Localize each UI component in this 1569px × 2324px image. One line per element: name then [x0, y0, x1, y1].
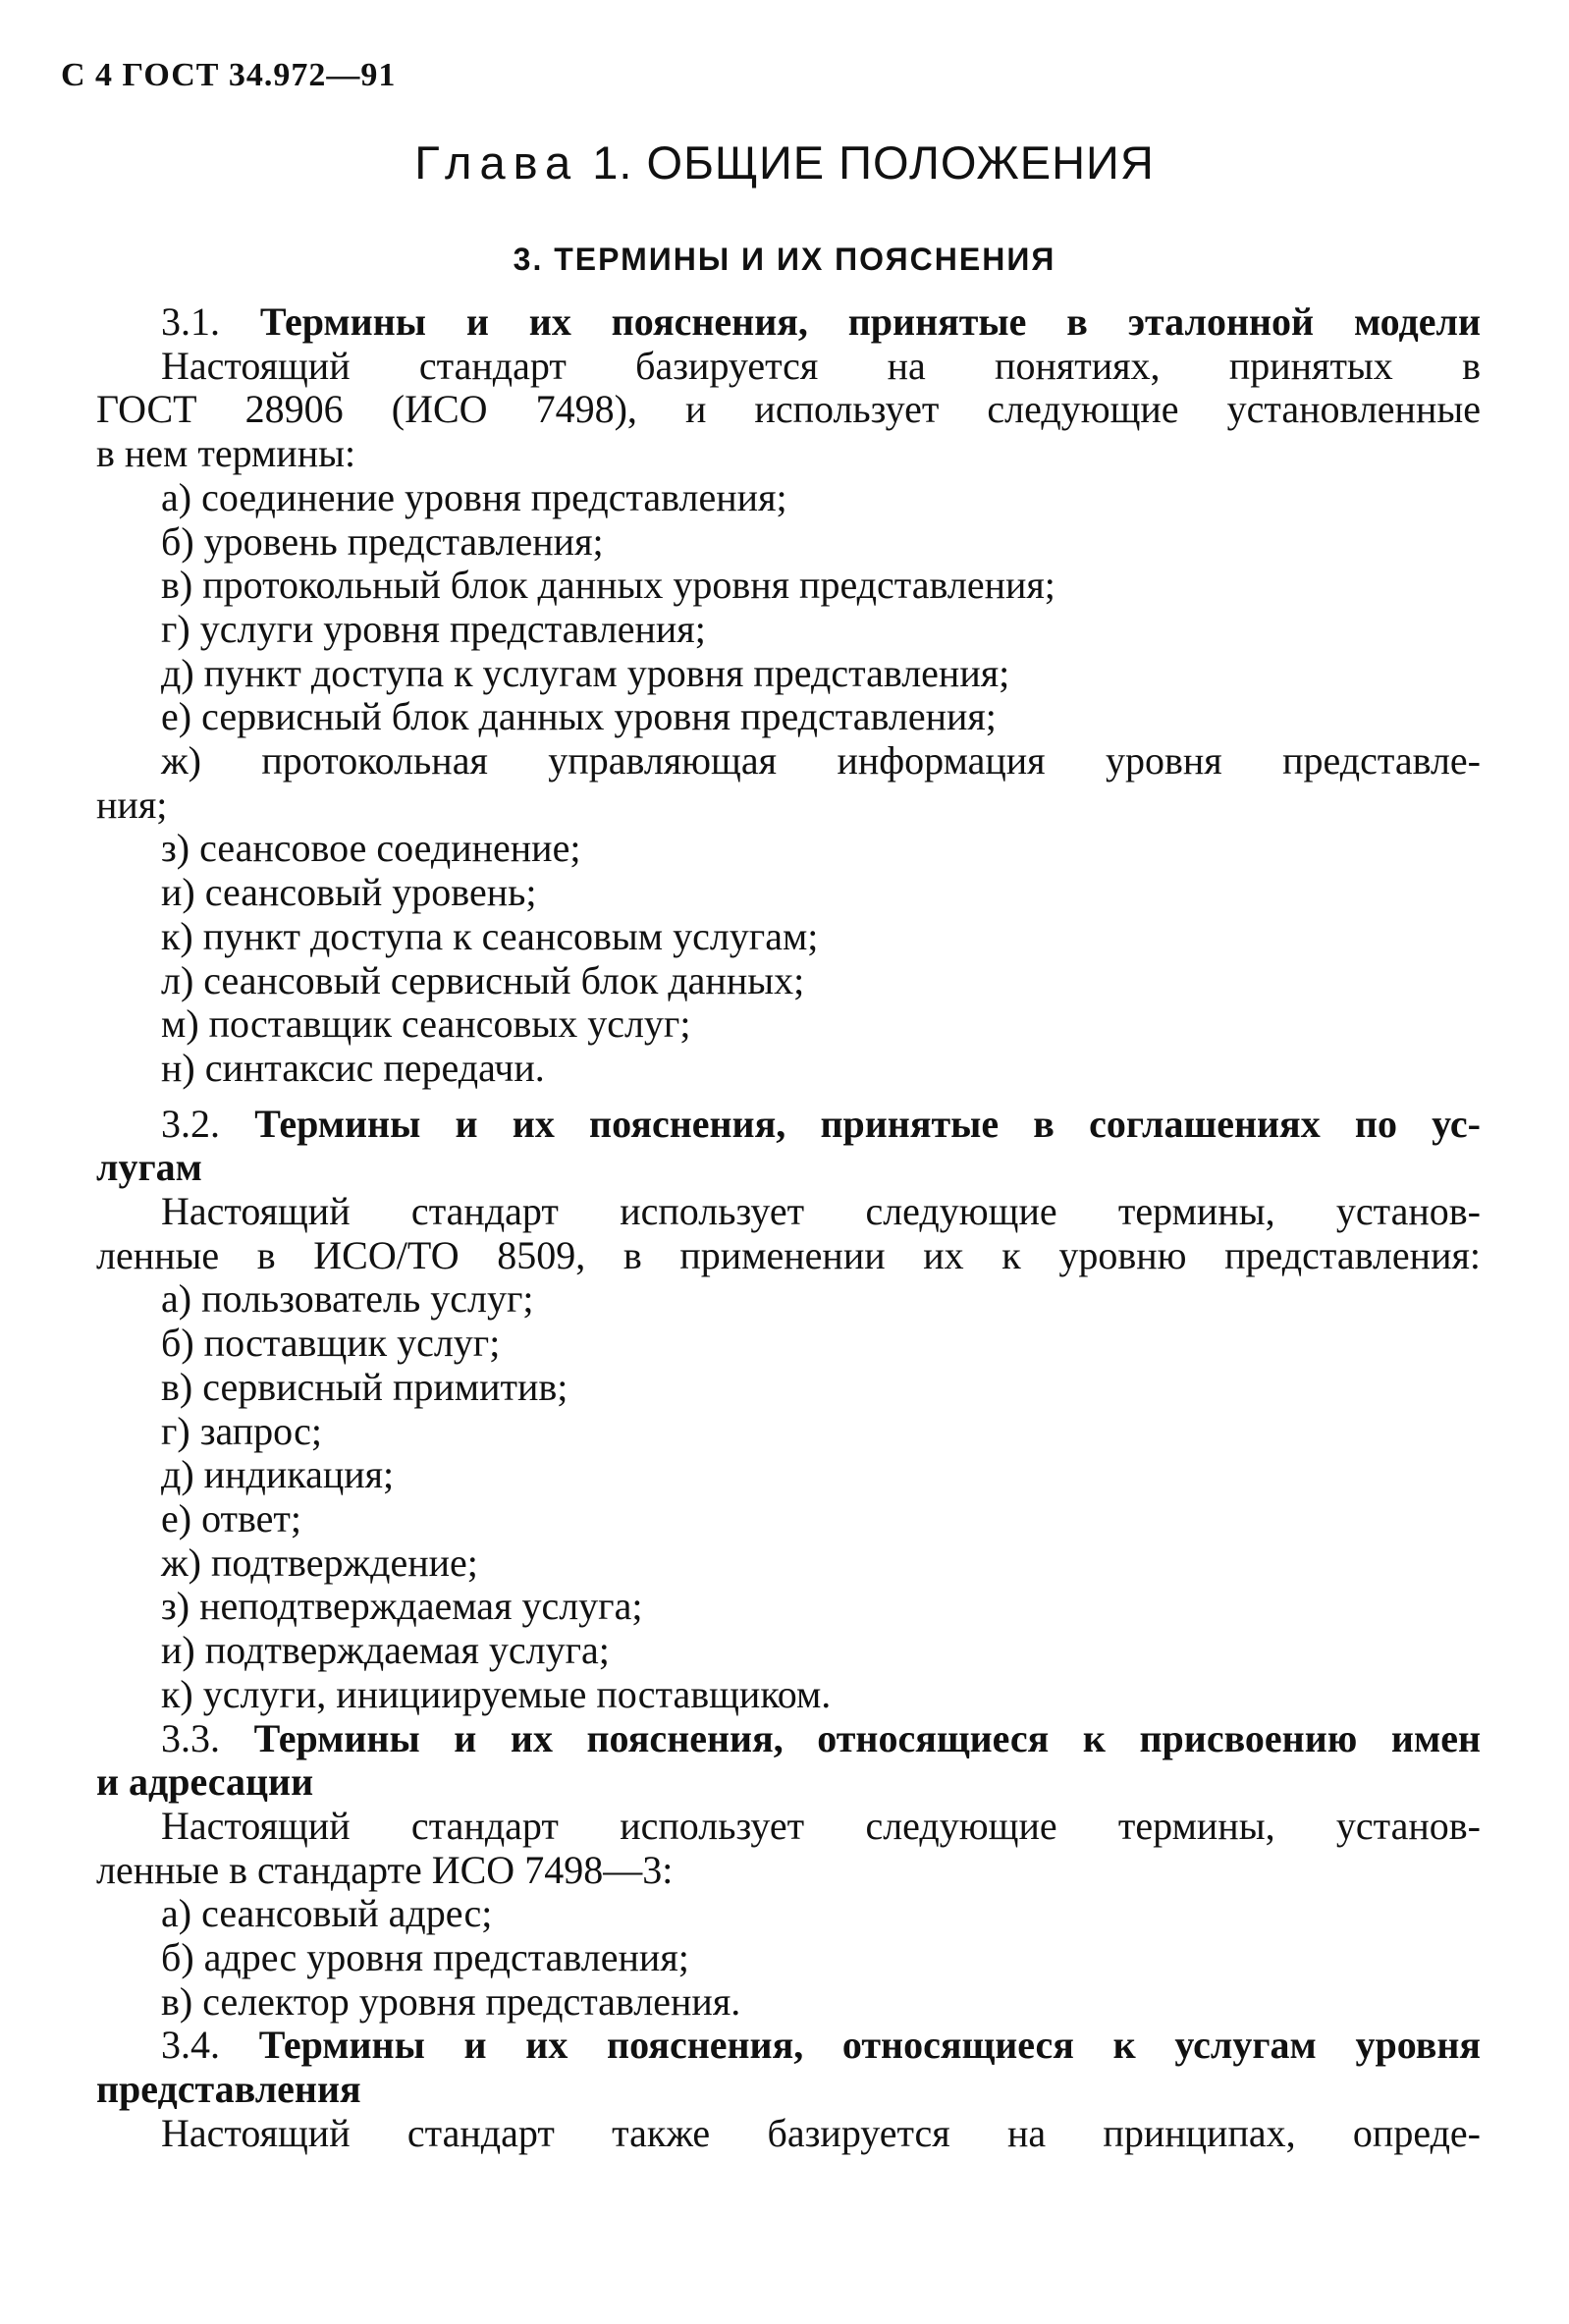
list-item: м) поставщик сеансовых услуг;: [161, 1001, 691, 1047]
list-item: в) сервисный примитив;: [161, 1364, 568, 1409]
section-title: 3. ТЕРМИНЫ И ИХ ПОЯСНЕНИЯ: [513, 242, 1056, 277]
document-body: [96, 300, 1481, 2156]
clause-heading-continuation: представления: [96, 2067, 361, 2112]
list-item: к) услуги, инициируемые поставщиком.: [161, 1671, 832, 1716]
list-item: з) неподтверждаемая услуга;: [161, 1584, 643, 1629]
clause-heading-text: Термины и их пояснения, относящиеся к услугам уровня: [258, 2023, 1482, 2068]
clause-heading-continuation: и адресации: [96, 1759, 314, 1805]
clause-3-3-heading: [96, 1717, 1481, 1761]
paragraph-line: Настоящий стандарт использует следующие термины, установ-: [161, 1189, 1481, 1234]
clause-3-1-heading: [96, 300, 1481, 345]
paragraph-line: ленные в стандарте ИСО 7498—3:: [96, 1847, 674, 1892]
list-item: л) сеансовый сервисный блок данных;: [161, 957, 805, 1002]
list-item: и) подтверждаемая услуга;: [161, 1628, 610, 1673]
chapter-name: 1. ОБЩИЕ ПОЛОЖЕНИЯ: [592, 136, 1155, 189]
clause-3-2-heading: [96, 1103, 1481, 1147]
list-item: а) соединение уровня представления;: [161, 474, 787, 519]
list-item: г) запрос;: [161, 1408, 323, 1453]
list-item: б) поставщик услуг;: [161, 1321, 501, 1366]
list-item: ж) подтверждение;: [161, 1540, 478, 1585]
clause-number: 3.3.: [161, 1715, 220, 1760]
clause-number: 3.1.: [161, 299, 220, 344]
paragraph-line: ленные в ИСО/ТО 8509, в применении их к уровню представления:: [96, 1232, 1481, 1277]
clause-heading-text: Термины и их пояснения, относящиеся к присвоению имен: [253, 1715, 1482, 1760]
clause-heading-text: Термины и их пояснения, принятые в соглашениях по ус-: [254, 1101, 1481, 1146]
list-item: д) индикация;: [161, 1452, 395, 1497]
paragraph-line: Настоящий стандарт также базируется на принципах, опреде-: [161, 2110, 1481, 2155]
clause-heading-text: Термины и их пояснения, принятые в эталонной модели: [259, 299, 1482, 344]
chapter-label: Глава: [414, 136, 579, 189]
list-item-continuation: ния;: [96, 782, 168, 827]
clause-heading-continuation: лугам: [96, 1145, 202, 1190]
paragraph-line: ГОСТ 28906 (ИСО 7498), и использует следующие установленные: [96, 387, 1481, 432]
list-item: е) ответ;: [161, 1495, 302, 1540]
paragraph-line: в нем термины:: [96, 431, 356, 476]
paragraph-line: Настоящий стандарт использует следующие термины, установ-: [161, 1803, 1481, 1848]
list-item: з) сеансовое соединение;: [161, 826, 581, 871]
clause-number: 3.2.: [161, 1101, 220, 1146]
clause-3-4-heading: [96, 2024, 1481, 2068]
clause-number: 3.4.: [161, 2023, 220, 2068]
list-item: а) пользователь услуг;: [161, 1276, 534, 1322]
list-item: в) селектор уровня представления.: [161, 1978, 741, 2024]
list-item: е) сервисный блок данных уровня представления;: [161, 694, 997, 739]
list-item: а) сеансовый адрес;: [161, 1891, 493, 1936]
running-head: С 4 ГОСТ 34.972—91: [61, 57, 397, 93]
list-item: н) синтаксис передачи.: [161, 1045, 545, 1090]
list-item: к) пункт доступа к сеансовым услугам;: [161, 913, 819, 958]
list-item: и) сеансовый уровень;: [161, 870, 537, 915]
chapter-title: [0, 135, 1569, 189]
paragraph-line: Настоящий стандарт базируется на понятиях, принятых в: [161, 343, 1481, 388]
list-item: г) услуги уровня представления;: [161, 606, 706, 651]
list-item: б) уровень представления;: [161, 518, 604, 564]
list-item: ж) протокольная управляющая информация уровня представле-: [161, 738, 1481, 784]
list-item: в) протокольный блок данных уровня представления;: [161, 563, 1055, 608]
list-item: б) адрес уровня представления;: [161, 1935, 689, 1980]
list-item: д) пункт доступа к услугам уровня представления;: [161, 650, 1010, 695]
